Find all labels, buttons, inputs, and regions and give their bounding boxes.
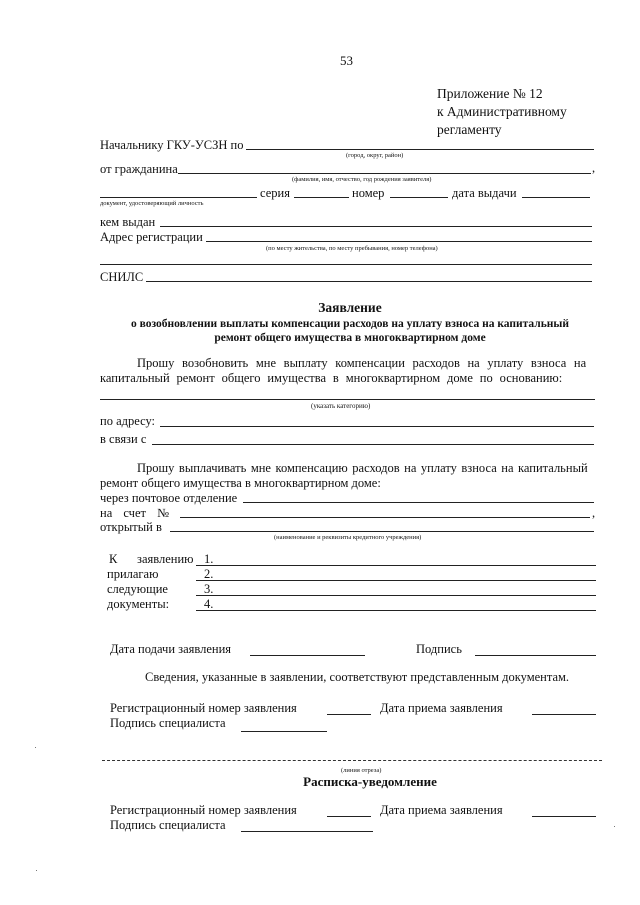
snils-label: СНИЛС	[100, 270, 144, 284]
receipt-reg-number-field[interactable]	[327, 816, 371, 817]
receipt-receive-date-label: Дата приема заявления	[380, 803, 503, 817]
receipt-title: Расписка-уведомление	[303, 774, 437, 789]
series-label: серия	[260, 186, 290, 200]
scan-speck	[35, 747, 36, 748]
reg-number-label: Регистрационный номер заявления	[110, 701, 297, 715]
from-citizen-comma: ,	[592, 161, 596, 175]
receive-date-label: Дата приема заявления	[380, 701, 503, 715]
category-field[interactable]	[100, 399, 595, 400]
snils-field[interactable]	[146, 281, 592, 282]
opened-in-label: открытый в	[100, 520, 162, 534]
reg-address-field[interactable]	[206, 241, 592, 242]
submit-date-field[interactable]	[250, 655, 365, 656]
signature-field[interactable]	[475, 655, 596, 656]
post-office-field[interactable]	[243, 502, 594, 503]
document-title: Заявление	[318, 300, 382, 315]
by-address-label: по адресу:	[100, 414, 156, 428]
issue-date-label: дата выдачи	[452, 186, 517, 200]
account-field[interactable]	[180, 517, 590, 518]
due-to-field[interactable]	[152, 444, 594, 445]
attachments-label-k: К	[109, 552, 118, 566]
from-citizen-label: от гражданина	[100, 162, 178, 176]
account-comma: ,	[592, 506, 596, 520]
reg-address-hint: (по месту жительства, по месту пребывания, номер телефона)	[266, 245, 438, 252]
attachment-item-2: 2.	[204, 567, 214, 581]
receipt-receive-date-field[interactable]	[532, 816, 596, 817]
document-subtitle-2: ремонт общего имущества в многоквартирном доме	[214, 332, 486, 344]
cut-line-hint: (линия отреза)	[341, 767, 382, 774]
para1-line-2: капитальный ремонт общего имущества в многоквартирном доме по основанию:	[100, 371, 563, 385]
attachment-item-4: 4.	[204, 597, 214, 611]
page-number: 53	[340, 53, 353, 68]
id-document-field[interactable]	[100, 197, 257, 198]
issued-by-label: кем выдан	[100, 215, 156, 229]
post-office-label: через почтовое отделение	[100, 491, 238, 505]
appendix-line-3: регламенту	[437, 122, 502, 137]
receive-date-field[interactable]	[532, 714, 596, 715]
submit-date-label: Дата подачи заявления	[110, 642, 232, 656]
scan-speck	[36, 870, 37, 871]
receipt-reg-number-label: Регистрационный номер заявления	[110, 803, 297, 817]
specialist-signature-label: Подпись специалиста	[110, 716, 226, 730]
number-label: номер	[352, 186, 385, 200]
series-field[interactable]	[294, 197, 349, 198]
from-citizen-hint: (фамилия, имя, отчество, год рождения заявителя)	[292, 176, 432, 183]
number-field[interactable]	[390, 197, 448, 198]
appendix-line-2: к Административному	[437, 104, 567, 119]
reg-number-field[interactable]	[327, 714, 371, 715]
para2-line-2: ремонт общего имущества в многоквартирном доме:	[100, 476, 381, 490]
to-head-field[interactable]	[246, 149, 594, 150]
to-head-hint: (город, округ, район)	[346, 152, 404, 159]
attachment-field-3[interactable]	[196, 595, 596, 596]
to-head-label: Начальнику ГКУ-УСЗН по	[100, 138, 244, 152]
bank-hint: (наименование и реквизиты кредитного учреждения)	[274, 534, 422, 541]
by-address-field[interactable]	[160, 426, 594, 427]
attachments-label-documents: документы:	[107, 597, 170, 611]
appendix-line-1: Приложение № 12	[437, 86, 543, 101]
attachment-item-1: 1.	[204, 552, 214, 566]
reg-address-field-2[interactable]	[100, 264, 592, 265]
attachments-label-attach: прилагаю	[107, 567, 159, 581]
issued-by-field[interactable]	[160, 226, 592, 227]
attachments-label-following: следующие	[107, 582, 168, 596]
category-hint: (указать категорию)	[311, 402, 371, 410]
account-label: на счет №	[100, 506, 170, 520]
document-subtitle-1: о возобновлении выплаты компенсации расходов на уплату взноса на капитальный	[130, 318, 570, 330]
issue-date-field[interactable]	[522, 197, 590, 198]
reg-address-label: Адрес регистрации	[100, 230, 203, 244]
id-document-hint: документ, удостоверяющий личность	[100, 200, 204, 207]
attachment-field-4[interactable]	[196, 610, 596, 611]
scan-speck	[614, 826, 615, 827]
para1-line-1: Прошу возобновить мне выплату компенсации расходов на уплату взноса на	[137, 356, 587, 370]
cut-line	[102, 760, 602, 761]
attachments-label-statement: заявлению	[137, 552, 194, 566]
attachment-item-3: 3.	[204, 582, 214, 596]
due-to-label: в связи с	[100, 432, 147, 446]
opened-in-field[interactable]	[170, 531, 594, 532]
confirm-text: Сведения, указанные в заявлении, соответствуют представленным документам.	[145, 670, 570, 684]
signature-label: Подпись	[416, 642, 462, 656]
receipt-specialist-signature-field[interactable]	[241, 831, 373, 832]
para2-line-1: Прошу выплачивать мне компенсацию расходов на уплату взноса на капитальный	[137, 461, 588, 475]
receipt-specialist-signature-label: Подпись специалиста	[110, 818, 226, 832]
specialist-signature-field[interactable]	[241, 731, 327, 732]
attachment-field-1[interactable]	[196, 565, 596, 566]
from-citizen-field[interactable]	[178, 173, 591, 174]
attachment-field-2[interactable]	[196, 580, 596, 581]
